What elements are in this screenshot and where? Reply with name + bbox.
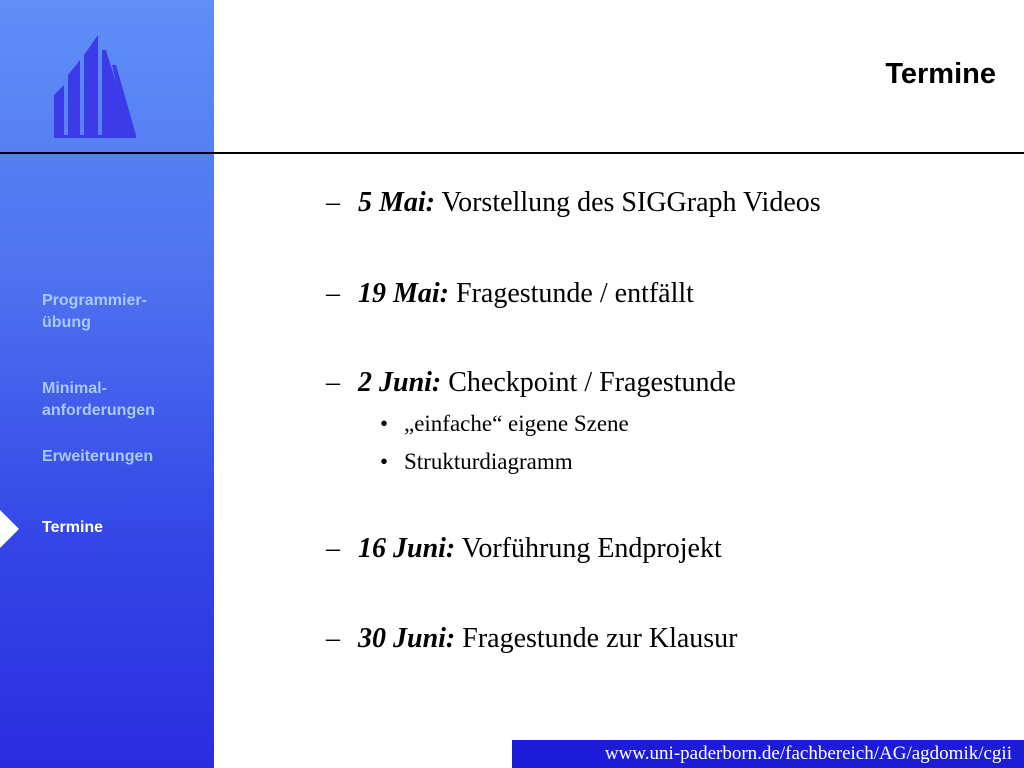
- dot-bullet-icon: •: [380, 411, 389, 436]
- slide-title: Termine: [885, 58, 996, 90]
- bullet-date: 16 Juni:: [358, 533, 456, 564]
- nav-item-termine[interactable]: Termine: [42, 519, 104, 536]
- list-item: [326, 366, 736, 400]
- bullet-text: Fragestunde zur Klausur: [455, 623, 738, 654]
- dash-bullet-icon: –: [326, 367, 340, 398]
- dot-bullet-icon: •: [380, 449, 389, 474]
- nav-item-minimalanforderungen[interactable]: Minimal- anforderungen: [42, 380, 155, 419]
- bullet-date: 19 Mai:: [358, 278, 449, 309]
- dash-bullet-icon: –: [326, 533, 340, 564]
- list-item: [326, 532, 722, 566]
- bullet-date: 5 Mai:: [358, 187, 435, 218]
- list-item: [326, 277, 694, 311]
- sub-bullet-text: „einfache“ eigene Szene: [404, 411, 629, 436]
- footer-url-link[interactable]: www.uni-paderborn.de/fachbereich/AG/agdomik/cgii: [512, 740, 1024, 768]
- sub-list-item: [380, 410, 629, 438]
- sidebar: [0, 0, 214, 768]
- nav-item-erweiterungen[interactable]: Erweiterungen: [42, 448, 154, 465]
- dash-bullet-icon: –: [326, 623, 340, 654]
- bullet-text: Vorführung Endprojekt: [455, 533, 722, 564]
- bullet-date: 30 Juni:: [358, 623, 456, 654]
- active-marker-icon: [0, 510, 19, 548]
- sub-bullet-text: Strukturdiagramm: [404, 449, 573, 474]
- dash-bullet-icon: –: [326, 187, 340, 218]
- dash-bullet-icon: –: [326, 278, 340, 309]
- sub-list-item: [380, 448, 573, 476]
- university-logo-icon: [50, 30, 140, 140]
- list-item: [326, 622, 738, 656]
- bullet-date: 2 Juni:: [358, 367, 442, 398]
- bullet-text: Checkpoint / Fragestunde: [441, 367, 736, 398]
- bullet-text: Fragestunde / entfällt: [449, 278, 694, 309]
- bullet-text: Vorstellung des SIGGraph Videos: [435, 187, 821, 218]
- nav-item-programmieruebung[interactable]: Programmier- übung: [42, 292, 147, 331]
- title-divider: [0, 152, 1024, 154]
- list-item: [326, 186, 821, 220]
